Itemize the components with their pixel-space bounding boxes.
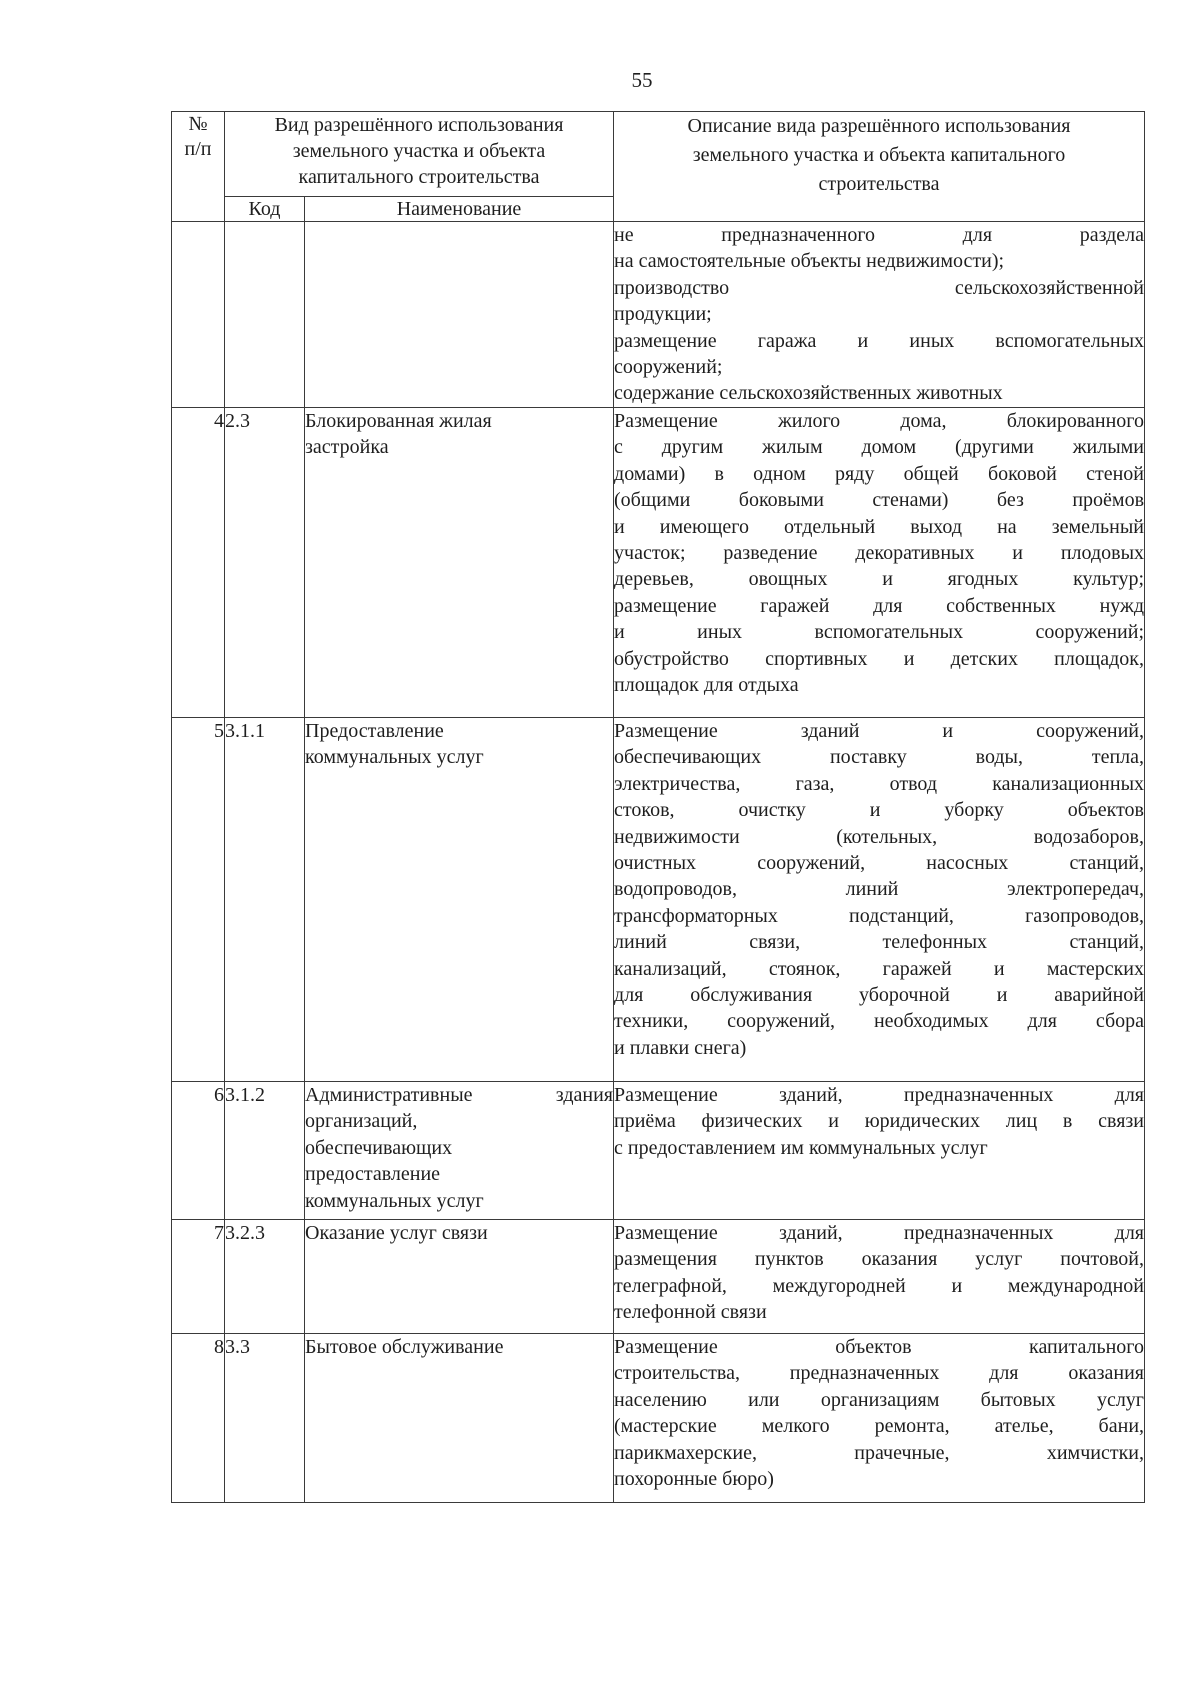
desc-line: (общими боковыми стенами) без проёмов xyxy=(614,489,1145,512)
desc-line: для обслуживания уборочной и аварийной xyxy=(614,984,1145,1007)
desc-line: Размещение зданий, предназначенных для xyxy=(614,1084,1145,1106)
desc-line: деревьев, овощных и ягодных культур; xyxy=(614,568,1145,591)
desc-line: размещение гаража и иных вспомогательных xyxy=(614,329,1145,352)
desc-line: похоронные бюро) xyxy=(614,1468,774,1491)
table-row xyxy=(172,1220,1145,1334)
desc-line: техники, сооружений, необходимых для сбора xyxy=(614,1010,1145,1033)
desc-line: строительства, предназначенных для оказания xyxy=(614,1362,1145,1385)
desc-line: производство сельскохозяйственной xyxy=(614,276,1145,299)
desc-line: не предназначенного для раздела xyxy=(614,224,1145,246)
header-group-line: капитального строительства xyxy=(298,166,540,188)
name-line: Административные здания xyxy=(305,1084,614,1106)
desc-line: парикмахерские, прачечные, химчистки, xyxy=(614,1441,1145,1464)
desc-line: стоков, очистку и уборку объектов xyxy=(614,799,1145,822)
desc-line: водопроводов, линий электропередач, xyxy=(614,878,1145,901)
desc-line: содержание сельскохозяйственных животных xyxy=(614,382,1003,405)
header-desc-line: строительства xyxy=(818,173,940,195)
cell-number: 8 xyxy=(172,1334,225,1503)
desc-line: Размещение объектов капитального xyxy=(614,1336,1145,1358)
header-group-line: Вид разрешённого использования xyxy=(274,114,564,136)
header-desc-line: Описание вида разрешённого использования xyxy=(687,115,1071,137)
desc-line: обеспечивающих поставку воды, тепла, xyxy=(614,746,1145,769)
cell-number: 4 xyxy=(172,408,225,718)
header-desc-line: земельного участка и объекта капитального xyxy=(692,144,1066,166)
desc-line: линий связи, телефонных станций, xyxy=(614,931,1145,954)
desc-line: сооружений; xyxy=(614,356,723,379)
cell-name xyxy=(305,1220,614,1334)
page-number: 55 xyxy=(631,68,653,92)
name-line: застройка xyxy=(305,436,389,459)
table-row xyxy=(172,1334,1145,1503)
cell-code: 3.1.2 xyxy=(225,1082,305,1220)
desc-line: на самостоятельные объекты недвижимости); xyxy=(614,250,1005,273)
name-line: коммунальных услуг xyxy=(305,1189,484,1212)
table-row xyxy=(172,718,1145,1082)
name-line: Оказание услуг связи xyxy=(305,1222,488,1244)
desc-line: с предоставлением им коммунальных услуг xyxy=(614,1136,988,1159)
header-number xyxy=(172,112,225,222)
desc-line: Размещение зданий, предназначенных для xyxy=(614,1222,1145,1244)
table-header-row xyxy=(172,112,1145,197)
table-row xyxy=(172,1082,1145,1220)
desc-line: электричества, газа, отвод канализационных xyxy=(614,772,1145,795)
cell-number: 6 xyxy=(172,1082,225,1220)
desc-line: и плавки снега) xyxy=(614,1036,747,1059)
name-line: организаций, xyxy=(305,1110,418,1133)
land-use-table xyxy=(171,111,1145,1503)
name-line: Блокированная жилая xyxy=(305,410,492,432)
cell-name xyxy=(305,222,614,408)
cell-description xyxy=(614,222,1145,408)
cell-name xyxy=(305,1082,614,1220)
desc-line: размещения пунктов оказания услуг почтовой, xyxy=(614,1248,1145,1271)
name-line: коммунальных услуг xyxy=(305,746,484,769)
desc-line: домами) в одном ряду общей боковой стеной xyxy=(614,462,1145,485)
header-code: Код xyxy=(225,197,305,222)
cell-code: 2.3 xyxy=(225,408,305,718)
desc-line: очистных сооружений, насосных станций, xyxy=(614,852,1145,875)
header-group-line: земельного участка и объекта xyxy=(292,140,546,162)
desc-line: обустройство спортивных и детских площадок, xyxy=(614,647,1145,670)
desc-line: телеграфной, междугородней и международной xyxy=(614,1274,1145,1297)
cell-description xyxy=(614,1334,1145,1503)
cell-description xyxy=(614,718,1145,1082)
desc-line: приёма физических и юридических лиц в связи xyxy=(614,1110,1145,1133)
desc-line: Размещение жилого дома, блокированного xyxy=(614,410,1145,432)
desc-line: площадок для отдыха xyxy=(614,674,799,697)
desc-line: участок; разведение декоративных и плодовых xyxy=(614,542,1145,565)
cell-name xyxy=(305,408,614,718)
name-line: Предоставление xyxy=(305,720,444,742)
cell-name xyxy=(305,1334,614,1503)
cell-description xyxy=(614,1082,1145,1220)
table-row-continuation xyxy=(172,222,1145,408)
cell-code xyxy=(225,222,305,408)
header-description xyxy=(614,112,1145,222)
desc-line: и иных вспомогательных сооружений; xyxy=(614,621,1145,644)
cell-name xyxy=(305,718,614,1082)
cell-number xyxy=(172,222,225,408)
cell-number: 5 xyxy=(172,718,225,1082)
header-number-line: № xyxy=(188,113,208,135)
name-line: предоставление xyxy=(305,1163,441,1186)
desc-line: и имеющего отдельный выход на земельный xyxy=(614,515,1145,538)
cell-code: 3.3 xyxy=(225,1334,305,1503)
cell-number: 7 xyxy=(172,1220,225,1334)
desc-line: продукции; xyxy=(614,303,712,326)
header-name: Наименование xyxy=(305,197,614,222)
name-line: обеспечивающих xyxy=(305,1136,453,1159)
desc-line: (мастерские мелкого ремонта, ателье, бани, xyxy=(614,1415,1145,1438)
name-line: Бытовое обслуживание xyxy=(305,1336,504,1358)
cell-code: 3.2.3 xyxy=(225,1220,305,1334)
desc-line: с другим жилым домом (другими жилыми xyxy=(614,436,1145,459)
cell-description xyxy=(614,1220,1145,1334)
table-row xyxy=(172,408,1145,718)
desc-line: размещение гаражей для собственных нужд xyxy=(614,594,1145,617)
cell-description xyxy=(614,408,1145,718)
desc-line: населению или организациям бытовых услуг xyxy=(614,1388,1145,1411)
desc-line: недвижимости (котельных, водозаборов, xyxy=(614,825,1145,848)
desc-line: трансформаторных подстанций, газопроводов, xyxy=(614,904,1145,927)
desc-line: телефонной связи xyxy=(614,1301,767,1324)
cell-code: 3.1.1 xyxy=(225,718,305,1082)
header-number-line: п/п xyxy=(184,138,212,160)
header-land-use-type xyxy=(225,112,614,197)
desc-line: Размещение зданий и сооружений, xyxy=(614,720,1145,742)
desc-line: канализаций, стоянок, гаражей и мастерских xyxy=(614,957,1145,980)
